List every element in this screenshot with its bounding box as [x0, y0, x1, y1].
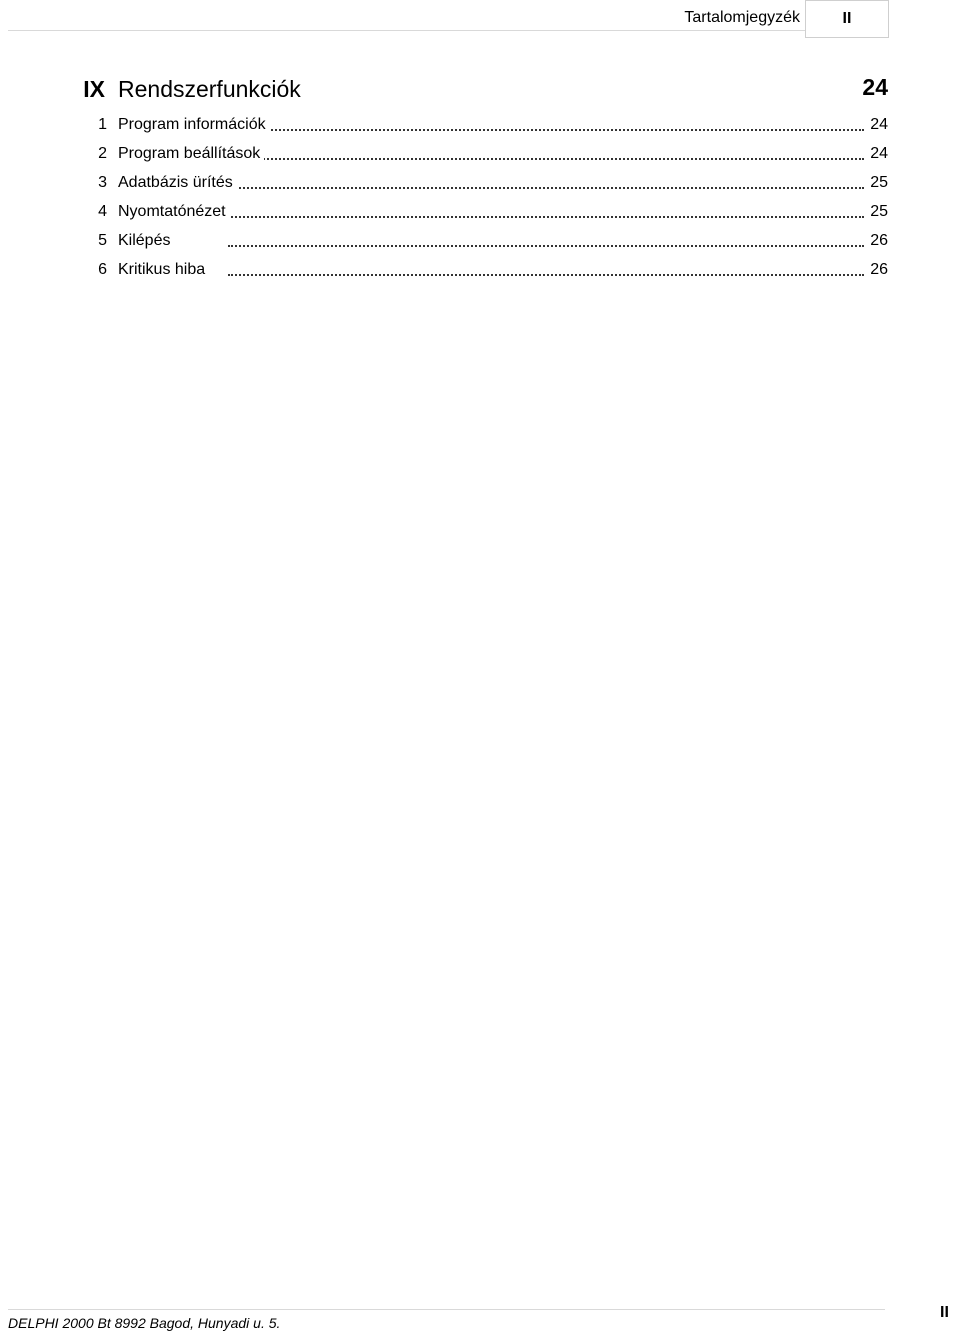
toc-item-title: Kilépés — [118, 230, 174, 252]
toc-item-number: 2 — [98, 145, 107, 162]
toc-item[interactable] — [80, 201, 890, 230]
toc-item-number: 5 — [98, 232, 107, 249]
toc-leader-dots — [228, 187, 864, 189]
footer-divider — [8, 1309, 885, 1310]
toc-list — [80, 114, 890, 288]
toc-item[interactable] — [80, 172, 890, 201]
toc-item-page: 25 — [866, 172, 888, 194]
header-divider — [8, 30, 805, 31]
toc-item[interactable] — [80, 114, 890, 143]
toc-item-number: 6 — [98, 261, 107, 278]
toc-item-page: 24 — [866, 114, 888, 136]
header-title: Tartalomjegyzék — [684, 9, 800, 26]
toc-leader-dots — [228, 129, 864, 131]
toc-leader-dots — [228, 274, 864, 276]
toc-item-page: 24 — [866, 143, 888, 165]
toc-item-page: 25 — [866, 201, 888, 223]
toc-item-title: Kritikus hiba — [118, 259, 209, 281]
toc-item-number: 3 — [98, 174, 107, 191]
toc-leader-dots — [228, 158, 864, 160]
toc-leader-dots — [228, 245, 864, 247]
header-page-label: II — [805, 0, 889, 38]
toc-item-number: 1 — [98, 116, 107, 133]
toc-item-title: Program beállítások — [118, 143, 264, 165]
chapter-heading[interactable] — [80, 74, 890, 104]
toc-item-number: 4 — [98, 203, 107, 220]
toc-item-title: Nyomtatónézet — [118, 201, 230, 223]
footer-address: DELPHI 2000 Bt 8992 Bagod, Hunyadi u. 5. — [8, 1315, 281, 1331]
toc-item[interactable] — [80, 143, 890, 172]
toc-item-page: 26 — [866, 230, 888, 252]
toc-leader-dots — [228, 216, 864, 218]
toc-item-title: Adatbázis ürítés — [118, 172, 237, 194]
toc-item-page: 26 — [866, 259, 888, 281]
toc-item-title: Program információk — [118, 114, 270, 136]
chapter-number: IX — [83, 76, 105, 102]
toc-item[interactable] — [80, 230, 890, 259]
toc-item[interactable] — [80, 259, 890, 288]
chapter-page: 24 — [862, 74, 888, 100]
footer-page-label: II — [940, 1304, 949, 1321]
chapter-title: Rendszerfunkciók — [118, 76, 301, 102]
